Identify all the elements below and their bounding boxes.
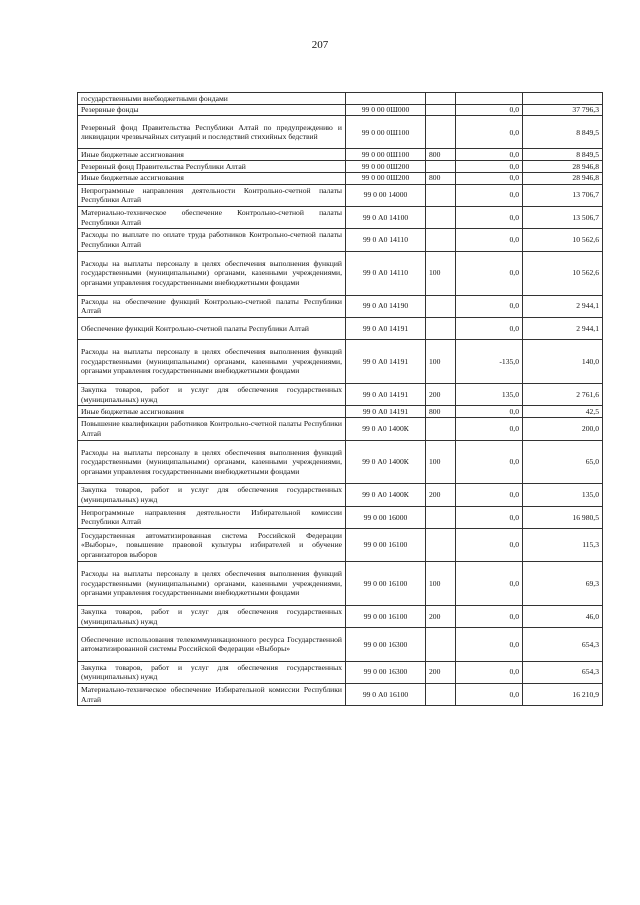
table-row (78, 295, 603, 317)
row-expense-type-cell (426, 184, 456, 206)
table-row (78, 317, 603, 339)
row-total-cell: 2 944,1 (523, 317, 603, 339)
table-row (78, 206, 603, 228)
row-change-cell: 0,0 (456, 418, 523, 440)
row-name-cell: Обеспечение использования телекоммуникационного ресурса Государственной автоматизированной системы Российской Федерации «Выборы» (78, 628, 346, 661)
row-change-cell: 0,0 (456, 628, 523, 661)
row-expense-type-cell (426, 529, 456, 562)
table-row (78, 161, 603, 173)
table-row (78, 184, 603, 206)
table-row (78, 229, 603, 251)
row-name-cell: Расходы по выплате по оплате труда работников Контрольно-счетной палаты Республики Алтай (78, 229, 346, 251)
row-total-cell: 28 946,8 (523, 161, 603, 173)
table-row (78, 484, 603, 506)
row-total-cell: 69,3 (523, 562, 603, 606)
row-total-cell: 8 849,5 (523, 149, 603, 161)
row-total-cell: 2 944,1 (523, 295, 603, 317)
row-expense-type-cell (426, 295, 456, 317)
row-change-cell: 0,0 (456, 172, 523, 184)
row-change-cell: 0,0 (456, 683, 523, 705)
row-code-cell: 99 0 А0 14191 (346, 406, 426, 418)
row-name-cell: Непрограммные направления деятельности Избирательной комиссии Республики Алтай (78, 506, 346, 528)
row-change-cell: 0,0 (456, 484, 523, 506)
row-change-cell: 0,0 (456, 229, 523, 251)
row-code-cell: 99 0 А0 1400К (346, 418, 426, 440)
table-row (78, 529, 603, 562)
row-code-cell: 99 0 00 16100 (346, 606, 426, 628)
row-name-cell: Расходы на выплаты персоналу в целях обеспечения выполнения функций государственными (муниципальными) органами, казенными учреждениями, органами управления государственными внебюджетными фондами (78, 440, 346, 484)
row-change-cell: 0,0 (456, 116, 523, 149)
row-code-cell: 99 0 00 0Ш100 (346, 149, 426, 161)
row-total-cell: 654,3 (523, 628, 603, 661)
row-expense-type-cell (426, 683, 456, 705)
table-row (78, 506, 603, 528)
row-code-cell: 99 0 00 0Ш000 (346, 104, 426, 116)
row-code-cell: 99 0 А0 14191 (346, 340, 426, 384)
row-expense-type-cell (426, 418, 456, 440)
row-change-cell: 135,0 (456, 384, 523, 406)
row-change-cell: 0,0 (456, 317, 523, 339)
row-total-cell: 10 562,6 (523, 251, 603, 295)
row-change-cell: 0,0 (456, 562, 523, 606)
row-change-cell: 0,0 (456, 661, 523, 683)
row-expense-type-cell: 100 (426, 251, 456, 295)
row-name-cell: Повышение квалификации работников Контрольно-счетной палаты Республики Алтай (78, 418, 346, 440)
row-expense-type-cell (426, 506, 456, 528)
row-change-cell: 0,0 (456, 295, 523, 317)
row-name-cell: Расходы на выплаты персоналу в целях обеспечения выполнения функций государственными (муниципальными) органами, казенными учреждениями, органами управления государственными внебюджетными фондами (78, 251, 346, 295)
page-number: 207 (311, 39, 329, 51)
row-total-cell: 115,3 (523, 529, 603, 562)
row-code-cell: 99 0 00 16100 (346, 562, 426, 606)
row-change-cell: 0,0 (456, 251, 523, 295)
row-total-cell: 2 761,6 (523, 384, 603, 406)
row-total-cell: 140,0 (523, 340, 603, 384)
budget-table-body (78, 93, 603, 706)
row-name-cell: Закупка товаров, работ и услуг для обеспечения государственных (муниципальных) нужд (78, 484, 346, 506)
row-expense-type-cell (426, 104, 456, 116)
table-row (78, 149, 603, 161)
row-code-cell: 99 0 00 16100 (346, 529, 426, 562)
table-row (78, 440, 603, 484)
table-row (78, 116, 603, 149)
row-total-cell: 135,0 (523, 484, 603, 506)
table-row (78, 93, 603, 105)
row-name-cell: Иные бюджетные ассигнования (78, 149, 346, 161)
row-code-cell: 99 0 А0 14191 (346, 384, 426, 406)
row-change-cell: 0,0 (456, 406, 523, 418)
table-row (78, 406, 603, 418)
row-code-cell: 99 0 А0 14100 (346, 206, 426, 228)
row-expense-type-cell: 100 (426, 340, 456, 384)
budget-table (77, 92, 603, 706)
row-expense-type-cell: 100 (426, 440, 456, 484)
row-change-cell: 0,0 (456, 440, 523, 484)
row-expense-type-cell: 200 (426, 661, 456, 683)
row-total-cell: 37 796,3 (523, 104, 603, 116)
row-total-cell (523, 93, 603, 105)
row-change-cell: 0,0 (456, 206, 523, 228)
row-total-cell: 46,0 (523, 606, 603, 628)
row-name-cell: Закупка товаров, работ и услуг для обеспечения государственных (муниципальных) нужд (78, 606, 346, 628)
row-name-cell: Закупка товаров, работ и услуг для обеспечения государственных (муниципальных) нужд (78, 384, 346, 406)
row-code-cell: 99 0 А0 14110 (346, 251, 426, 295)
row-total-cell: 65,0 (523, 440, 603, 484)
row-expense-type-cell (426, 116, 456, 149)
row-name-cell: Государственная автоматизированная система Российской Федерации «Выборы», повышение правовой культуры избирателей и обучение организаторов выборов (78, 529, 346, 562)
row-change-cell: 0,0 (456, 529, 523, 562)
row-expense-type-cell: 100 (426, 562, 456, 606)
table-row (78, 251, 603, 295)
row-code-cell: 99 0 00 0Ш100 (346, 116, 426, 149)
row-expense-type-cell (426, 317, 456, 339)
table-row (78, 104, 603, 116)
row-total-cell: 16 980,5 (523, 506, 603, 528)
row-code-cell: 99 0 00 0Ш200 (346, 172, 426, 184)
row-total-cell: 8 849,5 (523, 116, 603, 149)
row-change-cell: 0,0 (456, 184, 523, 206)
row-code-cell: 99 0 00 16000 (346, 506, 426, 528)
row-code-cell: 99 0 00 16300 (346, 628, 426, 661)
row-code-cell: 99 0 А0 16100 (346, 683, 426, 705)
row-expense-type-cell: 200 (426, 484, 456, 506)
row-change-cell: 0,0 (456, 161, 523, 173)
row-name-cell: Резервные фонды (78, 104, 346, 116)
row-code-cell: 99 0 00 0Ш200 (346, 161, 426, 173)
row-expense-type-cell: 800 (426, 149, 456, 161)
table-row (78, 683, 603, 705)
row-total-cell: 13 706,7 (523, 184, 603, 206)
row-code-cell: 99 0 А0 1400К (346, 440, 426, 484)
row-expense-type-cell: 200 (426, 384, 456, 406)
table-row (78, 172, 603, 184)
row-name-cell: Резервный фонд Правительства Республики Алтай (78, 161, 346, 173)
row-name-cell: Иные бюджетные ассигнования (78, 172, 346, 184)
row-expense-type-cell (426, 206, 456, 228)
row-change-cell: 0,0 (456, 104, 523, 116)
row-name-cell: Резервный фонд Правительства Республики Алтай по предупреждению и ликвидации чрезвычайных ситуаций и последствий стихийных бедствий (78, 116, 346, 149)
row-code-cell: 99 0 А0 14190 (346, 295, 426, 317)
table-row (78, 661, 603, 683)
row-expense-type-cell (426, 93, 456, 105)
row-total-cell: 10 562,6 (523, 229, 603, 251)
row-name-cell: Расходы на выплаты персоналу в целях обеспечения выполнения функций государственными (муниципальными) органами, казенными учреждениями, органами управления государственными внебюджетными фондами (78, 340, 346, 384)
row-expense-type-cell (426, 161, 456, 173)
row-total-cell: 654,3 (523, 661, 603, 683)
row-code-cell: 99 0 А0 14110 (346, 229, 426, 251)
row-change-cell (456, 93, 523, 105)
row-expense-type-cell: 800 (426, 406, 456, 418)
row-name-cell: Обеспечение функций Контрольно-счетной палаты Республики Алтай (78, 317, 346, 339)
row-total-cell: 42,5 (523, 406, 603, 418)
table-row (78, 384, 603, 406)
row-name-cell: Расходы на обеспечение функций Контрольно-счетной палаты Республики Алтай (78, 295, 346, 317)
row-name-cell: Материально-техническое обеспечение Избирательной комиссии Республики Алтай (78, 683, 346, 705)
row-code-cell: 99 0 А0 14191 (346, 317, 426, 339)
row-expense-type-cell: 800 (426, 172, 456, 184)
row-name-cell: Материально-техническое обеспечение Контрольно-счетной палаты Республики Алтай (78, 206, 346, 228)
row-total-cell: 200,0 (523, 418, 603, 440)
row-change-cell: 0,0 (456, 606, 523, 628)
row-name-cell: Закупка товаров, работ и услуг для обеспечения государственных (муниципальных) нужд (78, 661, 346, 683)
row-expense-type-cell (426, 628, 456, 661)
table-row (78, 606, 603, 628)
row-name-cell: Иные бюджетные ассигнования (78, 406, 346, 418)
row-total-cell: 16 210,9 (523, 683, 603, 705)
row-name-cell: Расходы на выплаты персоналу в целях обеспечения выполнения функций государственными (муниципальными) органами, казенными учреждениями, органами управления государственными внебюджетными фондами (78, 562, 346, 606)
row-expense-type-cell: 200 (426, 606, 456, 628)
table-row (78, 562, 603, 606)
row-total-cell: 28 946,8 (523, 172, 603, 184)
row-name-cell: Непрограммные направления деятельности Контрольно-счетной палаты Республики Алтай (78, 184, 346, 206)
row-expense-type-cell (426, 229, 456, 251)
row-name-cell: государственными внебюджетными фондами (78, 93, 346, 105)
row-code-cell (346, 93, 426, 105)
row-code-cell: 99 0 А0 1400К (346, 484, 426, 506)
row-change-cell: 0,0 (456, 149, 523, 161)
row-code-cell: 99 0 00 14000 (346, 184, 426, 206)
row-change-cell: -135,0 (456, 340, 523, 384)
row-code-cell: 99 0 00 16300 (346, 661, 426, 683)
table-row (78, 340, 603, 384)
table-row (78, 418, 603, 440)
table-row (78, 628, 603, 661)
row-total-cell: 13 506,7 (523, 206, 603, 228)
row-change-cell: 0,0 (456, 506, 523, 528)
